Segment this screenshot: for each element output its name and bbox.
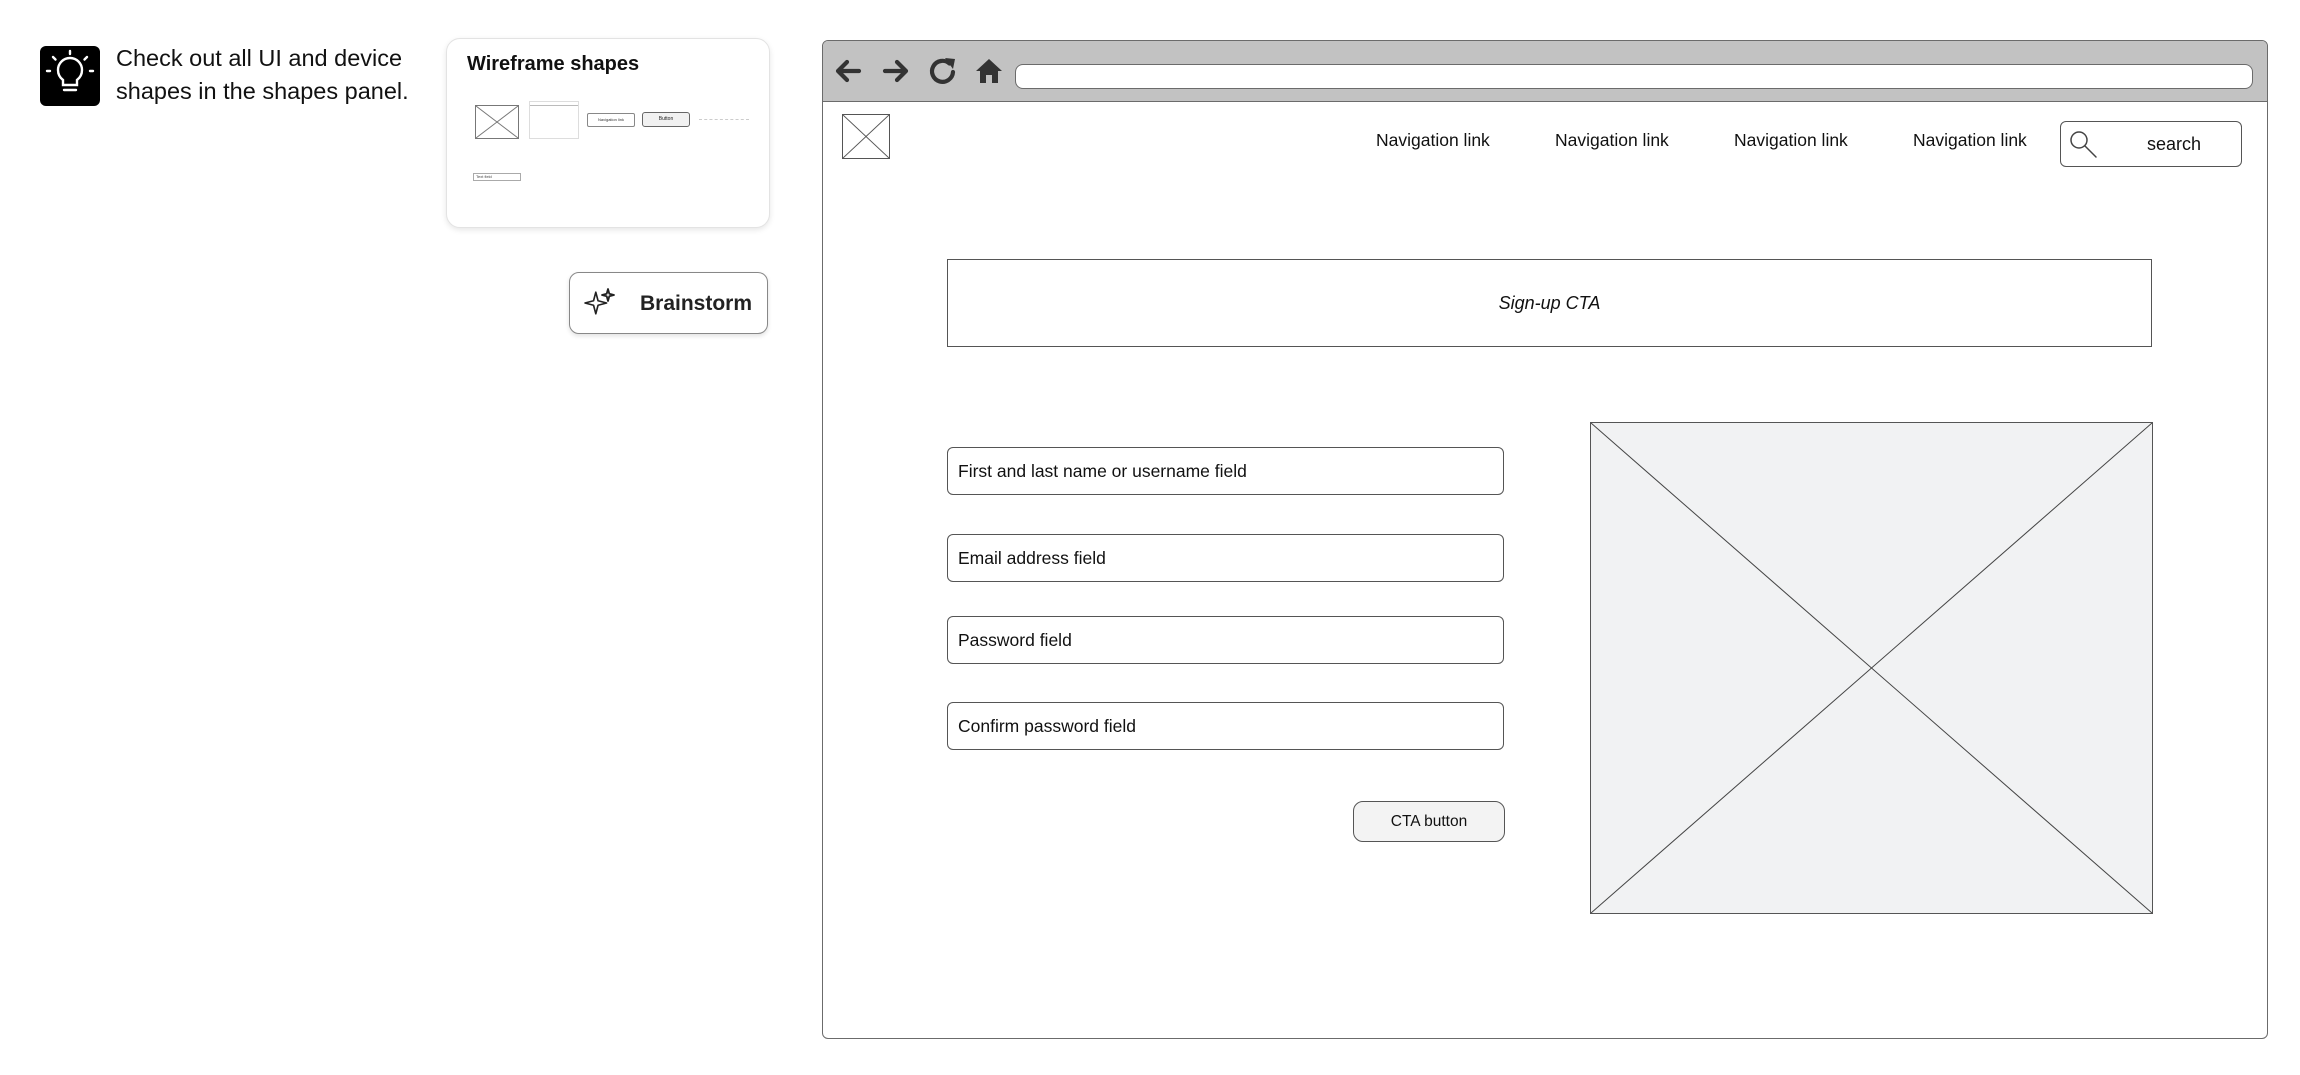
confirm-password-field[interactable]: Confirm password field	[947, 702, 1504, 750]
name-or-username-field[interactable]: First and last name or username field	[947, 447, 1504, 495]
password-field[interactable]: Password field	[947, 616, 1504, 664]
sparkle-icon	[584, 287, 616, 319]
cta-button[interactable]: CTA button	[1353, 801, 1505, 842]
sign-up-cta-banner[interactable]: Sign-up CTA	[947, 259, 2152, 347]
email-field[interactable]: Email address field	[947, 534, 1504, 582]
back-arrow-icon[interactable]	[829, 53, 865, 89]
search-input[interactable]	[2060, 121, 2242, 167]
mini-image-placeholder	[475, 105, 519, 139]
mini-browser-window	[529, 101, 579, 139]
nav-link-1[interactable]: Navigation link	[1376, 130, 1490, 150]
browser-toolbar	[823, 41, 2267, 102]
mini-navigation-link: Navigation link	[587, 113, 635, 127]
forward-arrow-icon[interactable]	[879, 53, 915, 89]
address-bar[interactable]	[1015, 64, 2253, 89]
nav-link-2[interactable]: Navigation link	[1555, 130, 1669, 150]
wireframe-shapes-title: Wireframe shapes	[467, 53, 640, 75]
home-icon[interactable]	[971, 53, 1007, 89]
search-icon	[2067, 128, 2099, 160]
mini-button: Button	[642, 112, 690, 127]
brainstorm-button[interactable]	[569, 272, 768, 334]
wireframe-shapes-card[interactable]	[446, 38, 770, 228]
nav-link-3[interactable]: Navigation link	[1734, 130, 1848, 150]
brainstorm-label: Brainstorm	[640, 292, 753, 315]
mini-divider	[699, 119, 749, 120]
tip-text: Check out all UI and device shapes in the shapes panel.	[116, 45, 409, 104]
reload-icon[interactable]	[925, 53, 961, 89]
site-logo-placeholder[interactable]	[842, 114, 890, 159]
mini-text-field: Text field	[473, 173, 521, 181]
hero-image-placeholder	[1590, 422, 2153, 914]
browser-wireframe	[822, 40, 2268, 1039]
search-label: search	[2147, 134, 2202, 154]
nav-link-4[interactable]: Navigation link	[1913, 130, 2027, 150]
lightbulb-icon	[40, 46, 100, 106]
